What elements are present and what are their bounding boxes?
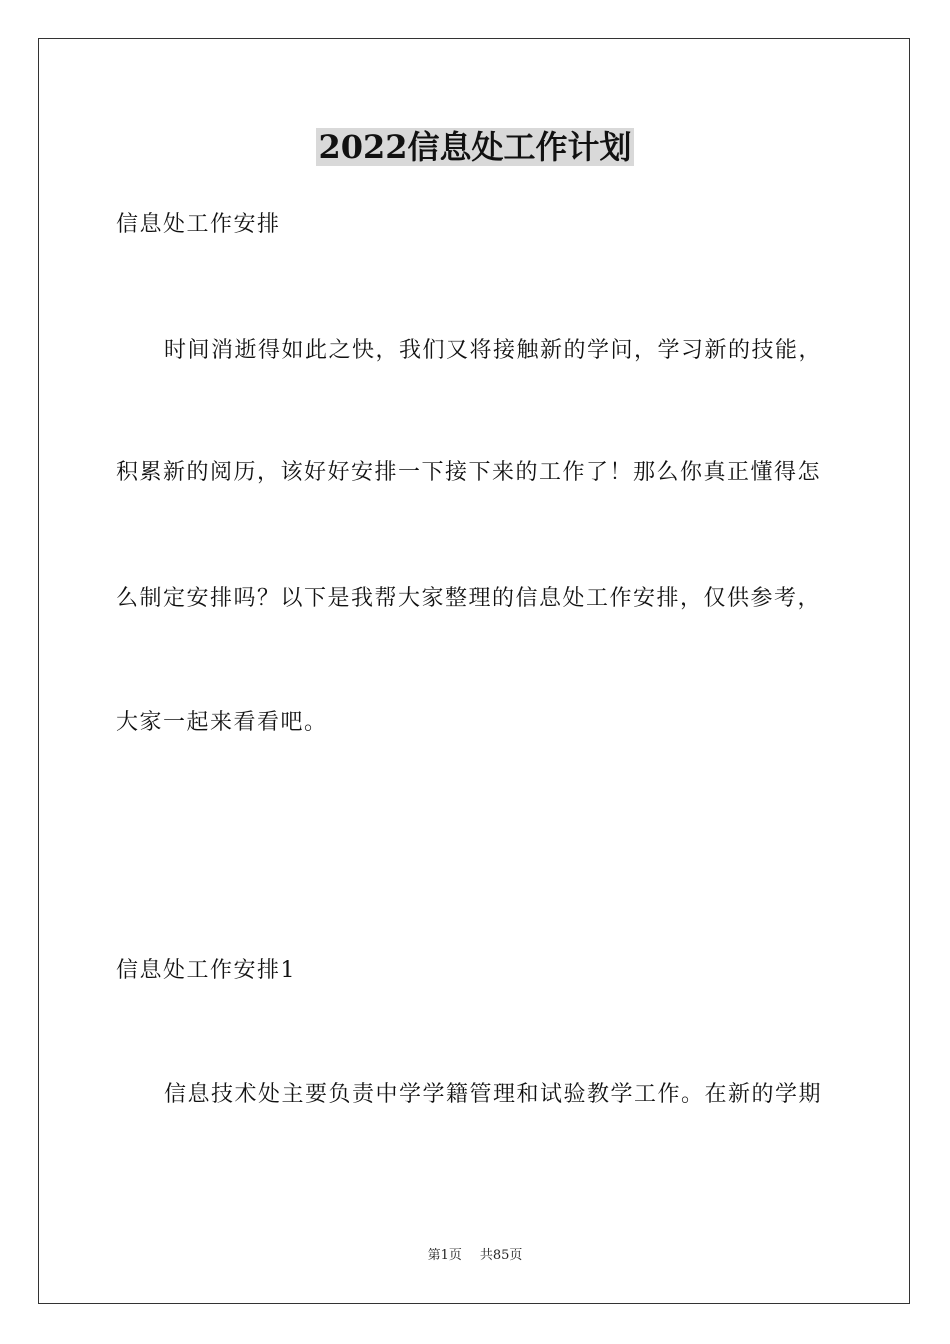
page-number-current: 第1页 bbox=[427, 1248, 462, 1263]
section-heading-intro: 信息处工作安排 bbox=[116, 212, 281, 237]
document-title-text: 2022信息处工作计划 bbox=[318, 128, 632, 166]
paragraph-line: 时间消逝得如此之快，我们又将接触新的学问，学习新的技能， bbox=[164, 338, 823, 363]
paragraph-line: 大家一起来看看吧。 bbox=[116, 710, 328, 735]
section-heading-1: 信息处工作安排1 bbox=[116, 958, 296, 983]
page-footer bbox=[0, 1247, 950, 1265]
paragraph-line: 信息技术处主要负责中学学籍管理和试验教学工作。在新的学期 bbox=[164, 1082, 823, 1107]
paragraph-line: 积累新的阅历，该好好安排一下接下来的工作了！那么你真正懂得怎 bbox=[116, 460, 822, 485]
paragraph-line: 么制定安排吗？以下是我帮大家整理的信息处工作安排，仅供参考， bbox=[116, 586, 822, 611]
document-title bbox=[0, 124, 950, 170]
page-number-total: 共85页 bbox=[479, 1248, 523, 1263]
